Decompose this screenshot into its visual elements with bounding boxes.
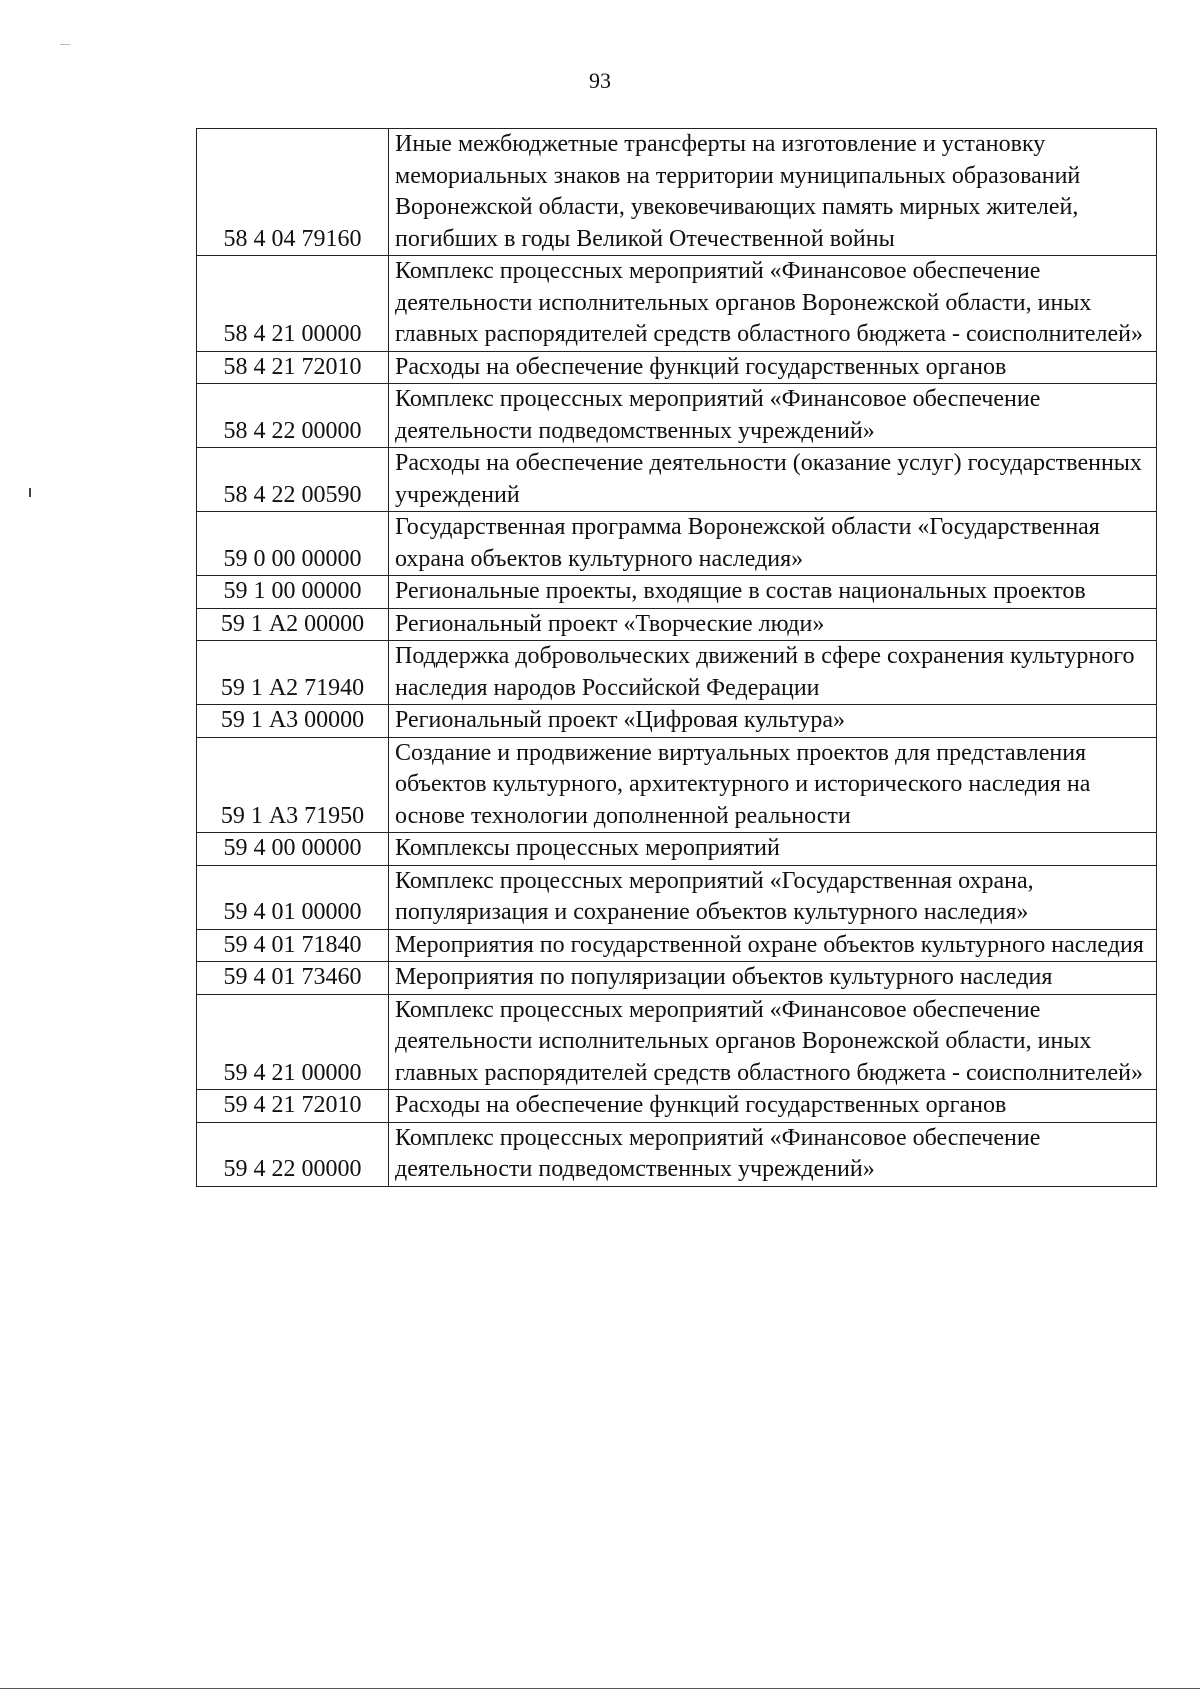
row-description: Региональный проект «Творческие люди» bbox=[389, 608, 1157, 641]
margin-mark bbox=[29, 488, 31, 497]
row-code: 59 1 А3 00000 bbox=[197, 705, 389, 738]
row-description: Комплексы процессных мероприятий bbox=[389, 833, 1157, 866]
row-code: 58 4 21 00000 bbox=[197, 256, 389, 352]
table-row bbox=[197, 608, 1157, 641]
table-row bbox=[197, 1090, 1157, 1123]
row-code: 59 4 21 00000 bbox=[197, 994, 389, 1090]
table-row bbox=[197, 384, 1157, 448]
row-code: 59 4 22 00000 bbox=[197, 1122, 389, 1186]
row-description: Создание и продвижение виртуальных проектов для представления объектов культурного, архитектурного и исторического наследия на основе технологии дополненной реальности bbox=[389, 737, 1157, 833]
table-row bbox=[197, 448, 1157, 512]
row-description: Государственная программа Воронежской области «Государственная охрана объектов культурного наследия» bbox=[389, 512, 1157, 576]
row-description: Расходы на обеспечение функций государственных органов bbox=[389, 1090, 1157, 1123]
row-description: Мероприятия по государственной охране объектов культурного наследия bbox=[389, 929, 1157, 962]
table-row bbox=[197, 351, 1157, 384]
row-code: 59 4 00 00000 bbox=[197, 833, 389, 866]
row-code: 59 4 01 73460 bbox=[197, 962, 389, 995]
row-code: 59 1 А3 71950 bbox=[197, 737, 389, 833]
row-description: Комплекс процессных мероприятий «Финансовое обеспечение деятельности подведомственных учреждений» bbox=[389, 1122, 1157, 1186]
row-code: 59 4 01 71840 bbox=[197, 929, 389, 962]
row-description: Иные межбюджетные трансферты на изготовление и установку мемориальных знаков на территории муниципальных образований Воронежской области, увековечивающих память мирных жителей, погибших в годы Великой Отечественной войны bbox=[389, 129, 1157, 256]
table-row bbox=[197, 256, 1157, 352]
row-description: Расходы на обеспечение деятельности (оказание услуг) государственных учреждений bbox=[389, 448, 1157, 512]
row-description: Комплекс процессных мероприятий «Государственная охрана, популяризация и сохранение объектов культурного наследия» bbox=[389, 865, 1157, 929]
row-description: Комплекс процессных мероприятий «Финансовое обеспечение деятельности подведомственных учреждений» bbox=[389, 384, 1157, 448]
row-code: 59 1 А2 71940 bbox=[197, 641, 389, 705]
table-row bbox=[197, 641, 1157, 705]
row-code: 59 1 00 00000 bbox=[197, 576, 389, 609]
row-description: Комплекс процессных мероприятий «Финансовое обеспечение деятельности исполнительных органов Воронежской области, иных главных распорядителей средств областного бюджета - соисполнителей» bbox=[389, 256, 1157, 352]
table-row bbox=[197, 994, 1157, 1090]
table-row bbox=[197, 129, 1157, 256]
row-code: 58 4 04 79160 bbox=[197, 129, 389, 256]
row-description: Поддержка добровольческих движений в сфере сохранения культурного наследия народов Российской Федерации bbox=[389, 641, 1157, 705]
table-body bbox=[197, 129, 1157, 1187]
row-description: Комплекс процессных мероприятий «Финансовое обеспечение деятельности исполнительных органов Воронежской области, иных главных распорядителей средств областного бюджета - соисполнителей» bbox=[389, 994, 1157, 1090]
row-code: 59 1 А2 00000 bbox=[197, 608, 389, 641]
row-code: 58 4 22 00590 bbox=[197, 448, 389, 512]
table-row bbox=[197, 1122, 1157, 1186]
bottom-rule bbox=[0, 1688, 1200, 1689]
table-row bbox=[197, 512, 1157, 576]
scan-corner-mark bbox=[60, 44, 70, 45]
table-row bbox=[197, 576, 1157, 609]
table-row bbox=[197, 705, 1157, 738]
row-description: Расходы на обеспечение функций государственных органов bbox=[389, 351, 1157, 384]
row-description: Региональные проекты, входящие в состав национальных проектов bbox=[389, 576, 1157, 609]
page-number: 93 bbox=[589, 68, 611, 93]
row-code: 59 4 21 72010 bbox=[197, 1090, 389, 1123]
row-description: Мероприятия по популяризации объектов культурного наследия bbox=[389, 962, 1157, 995]
row-code: 58 4 21 72010 bbox=[197, 351, 389, 384]
row-code: 59 0 00 00000 bbox=[197, 512, 389, 576]
row-description: Региональный проект «Цифровая культура» bbox=[389, 705, 1157, 738]
table-row bbox=[197, 833, 1157, 866]
budget-classification-table bbox=[196, 128, 1157, 1187]
table-row bbox=[197, 929, 1157, 962]
table-row bbox=[197, 737, 1157, 833]
row-code: 59 4 01 00000 bbox=[197, 865, 389, 929]
row-code: 58 4 22 00000 bbox=[197, 384, 389, 448]
table-row bbox=[197, 865, 1157, 929]
table-row bbox=[197, 962, 1157, 995]
